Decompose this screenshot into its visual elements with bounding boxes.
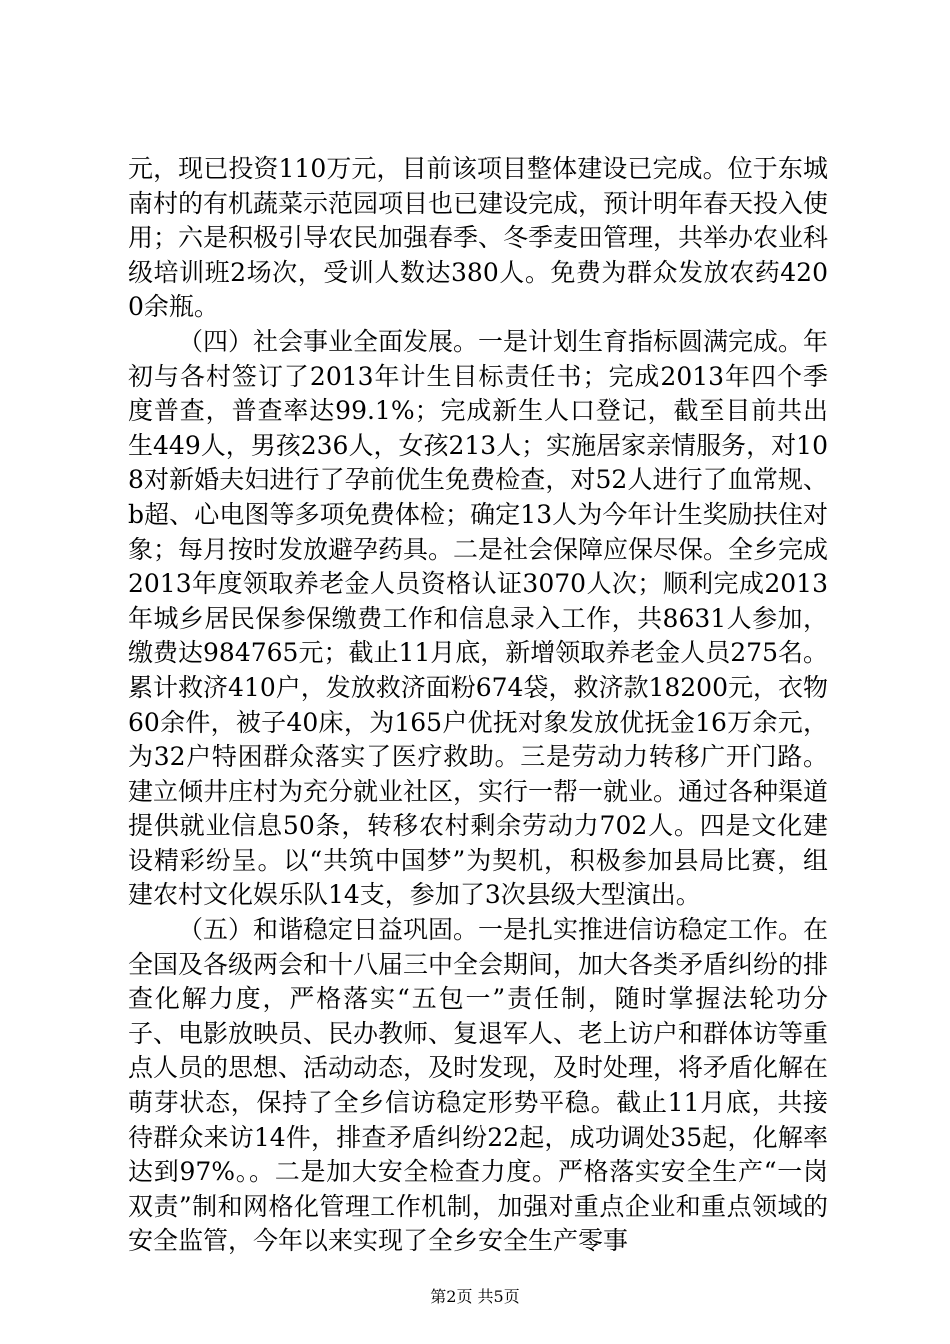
document-body (128, 152, 828, 1259)
paragraph-stability: （五）和谐稳定日益巩固。一是扎实推进信访稳定工作。在全国及各级两会和十八届三中全会期间，加大各类矛盾纠纷的排查化解力度，严格落实“五包一”责任制，随时掌握法轮功分子、电影放映员、民办教师、复退军人、老上访户和群体访等重点人员的思想、活动动态，及时发现，及时处理，将矛盾化解在萌芽状态，保持了全乡信访稳定形势平稳。截止11月底，共接待群众来访14件，排查矛盾纠纷22起，成功调处35起，化解率达到97%。。二是加大安全检查力度。严格落实安全生产“一岗双责”制和网格化管理工作机制，加强对重点企业和重点领域的安全监管，今年以来实现了全乡安全生产零事 (128, 915, 829, 1256)
paragraph-social-affairs: （四）社会事业全面发展。一是计划生育指标圆满完成。年初与各村签订了2013年计生目标责任书；完成2013年四个季度普查，普查率达99.1%；完成新生人口登记，截至目前共出生449人，男孩236人，女孩213人；实施居家亲情服务，对108对新婚夫妇进行了孕前优生免费检查，对52人进行了血常规、b超、心电图等多项免费体检；确定13人为今年计生奖励扶住对象；每月按时发放避孕药具。二是社会保障应保尽保。全乡完成2013年度领取养老金人员资格认证3070人次；顺利完成2013年城乡居民保参保缴费工作和信息录入工作，共8631人参加，缴费达984765元；截止11月底，新增领取养老金人员275名。累计救济410户，发放救济面粉674袋，救济款18200元，衣物60余件，被子40床，为165户优抚对象发放优抚金16万余元，为32户特困群众落实了医疗救助。三是劳动力转移广开门路。建立倾井庄村为充分就业社区，实行一帮一就业。通过各种渠道提供就业信息50条，转移农村剩余劳动力702人。四是文化建设精彩纷呈。以“共筑中国梦”为契机，积极参加县局比赛，组建农村文化娱乐队14支，参加了3次县级大型演出。 (128, 326, 829, 910)
paragraph-continuation: 元，现已投资110万元，目前该项目整体建设已完成。位于东城南村的有机蔬菜示范园项目也已建设完成，预计明年春天投入使用；六是积极引导农民加强春季、冬季麦田管理，共举办农业科级培训班2场次，受训人数达380人。免费为群众发放农药4200余瓶。 (128, 154, 829, 322)
page-footer: 第2页 共5页 (430, 1287, 520, 1306)
